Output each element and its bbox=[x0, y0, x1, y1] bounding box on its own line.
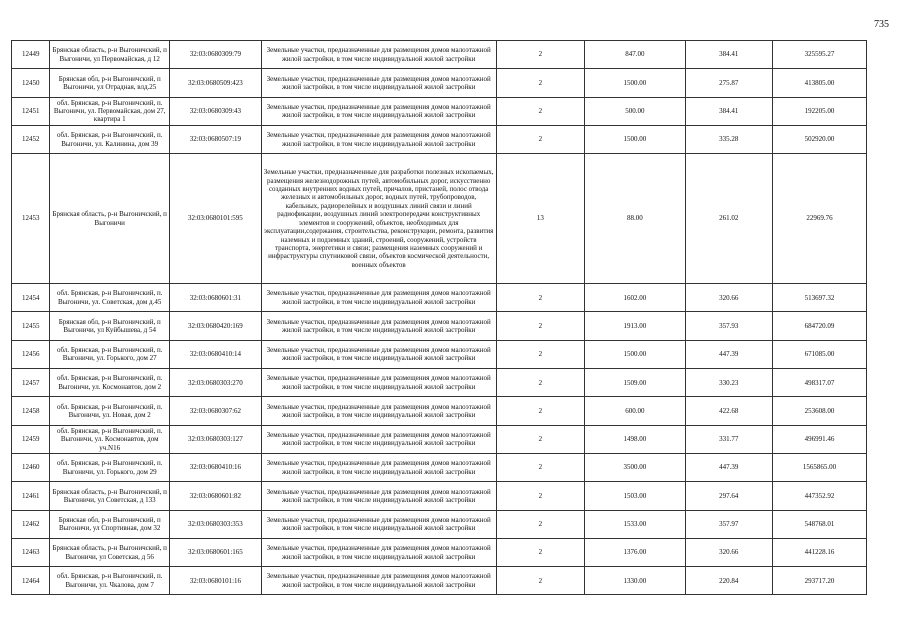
area-cell: 847.00 bbox=[585, 41, 685, 69]
specific-value-cell: 447.39 bbox=[685, 340, 773, 368]
row-id: 12449 bbox=[12, 41, 50, 69]
cadastral-value-cell: 447352.92 bbox=[773, 482, 867, 510]
table-row bbox=[12, 397, 867, 425]
cadastral-value-cell: 293717.20 bbox=[773, 567, 867, 595]
land-use-cell: Земельные участки, предназначенные для размещения домов малоэтажной жилой застройки, в том числе индивидуальной жилой застройки bbox=[261, 312, 496, 340]
address-cell: обл. Брянская, р-н Выгоничский, п. Выгоничи, ул. Советская, дом д.45 bbox=[50, 284, 170, 312]
cadastral-number-cell: 32:03:0680601:31 bbox=[169, 284, 261, 312]
group-code-cell: 2 bbox=[496, 567, 585, 595]
cadastral-number-cell: 32:03:0680303:353 bbox=[169, 510, 261, 538]
cadastral-number-cell: 32:03:0680101:595 bbox=[169, 154, 261, 284]
table-row bbox=[12, 538, 867, 566]
land-use-cell: Земельные участки, предназначенные для размещения домов малоэтажной жилой застройки, в том числе индивидуальной жилой застройки bbox=[261, 125, 496, 153]
area-cell: 600.00 bbox=[585, 397, 685, 425]
row-id: 12453 bbox=[12, 154, 50, 284]
land-use-cell: Земельные участки, предназначенные для размещения домов малоэтажной жилой застройки, в том числе индивидуальной жилой застройки bbox=[261, 69, 496, 97]
group-code-cell: 2 bbox=[496, 41, 585, 69]
cadastral-value-cell: 1565865.00 bbox=[773, 453, 867, 481]
group-code-cell: 2 bbox=[496, 340, 585, 368]
land-use-cell: Земельные участки, предназначенные для разработки полезных ископаемых, размещения железнодорожных путей, автомобильных дорог, искусственно созданных внутренних водных путей, причалов, пристаней, полос отвода железных и автомобильных дорог, водных путей, трубопроводов, кабельных, радиорелейных и воздушных линий связи и линий радиофикации, воздушных линий электропередачи конструктивных элементов и сооружений, объектов, необходимых для эксплуатации,содержания, строительства, реконструкции, ремонта, развития наземных и подземных зданий, строений, сооружений, устройств транспорта, энергетики и связи; размещения наземных сооружений и инфраструктуры спутниковой связи, объектов космической деятельности, военных объектов bbox=[261, 154, 496, 284]
table-row bbox=[12, 340, 867, 368]
address-cell: Брянская область, р-н Выгоничский, п Выгоничи bbox=[50, 154, 170, 284]
cadastral-value-cell: 192205.00 bbox=[773, 97, 867, 125]
area-cell: 1500.00 bbox=[585, 340, 685, 368]
table-row bbox=[12, 312, 867, 340]
area-cell: 1533.00 bbox=[585, 510, 685, 538]
specific-value-cell: 384.41 bbox=[685, 41, 773, 69]
table-row bbox=[12, 97, 867, 125]
table-row bbox=[12, 154, 867, 284]
group-code-cell: 13 bbox=[496, 154, 585, 284]
land-use-cell: Земельные участки, предназначенные для размещения домов малоэтажной жилой застройки, в том числе индивидуальной жилой застройки bbox=[261, 97, 496, 125]
area-cell: 3500.00 bbox=[585, 453, 685, 481]
group-code-cell: 2 bbox=[496, 369, 585, 397]
cadastral-value-cell: 22969.76 bbox=[773, 154, 867, 284]
cadastral-number-cell: 32:03:0680420:169 bbox=[169, 312, 261, 340]
specific-value-cell: 447.39 bbox=[685, 453, 773, 481]
registry-rows bbox=[12, 41, 867, 595]
cadastral-number-cell: 32:03:0680601:82 bbox=[169, 482, 261, 510]
table-row bbox=[12, 425, 867, 453]
specific-value-cell: 320.66 bbox=[685, 284, 773, 312]
land-use-cell: Земельные участки, предназначенные для размещения домов малоэтажной жилой застройки, в том числе индивидуальной жилой застройки bbox=[261, 284, 496, 312]
area-cell: 1500.00 bbox=[585, 125, 685, 153]
row-id: 12461 bbox=[12, 482, 50, 510]
area-cell: 1913.00 bbox=[585, 312, 685, 340]
cadastral-value-cell: 513697.32 bbox=[773, 284, 867, 312]
group-code-cell: 2 bbox=[496, 312, 585, 340]
land-use-cell: Земельные участки, предназначенные для размещения домов малоэтажной жилой застройки, в том числе индивидуальной жилой застройки bbox=[261, 510, 496, 538]
address-cell: Брянская обл, р-н Выгоничский, п Выгоничи, ул Куйбышева, д 54 bbox=[50, 312, 170, 340]
address-cell: Брянская область, р-н Выгоничский, п Выгоничи, ул Первомайская, д 12 bbox=[50, 41, 170, 69]
area-cell: 1500.00 bbox=[585, 69, 685, 97]
area-cell: 1330.00 bbox=[585, 567, 685, 595]
cadastral-registry-table bbox=[11, 40, 867, 595]
cadastral-value-cell: 684720.09 bbox=[773, 312, 867, 340]
cadastral-number-cell: 32:03:0680509:423 bbox=[169, 69, 261, 97]
address-cell: обл. Брянская, р-н Выгоничский, п. Выгоничи, ул. Чкалова, дом 7 bbox=[50, 567, 170, 595]
address-cell: обл. Брянская, р-н Выгоничский, п. Выгоничи, ул. Горького, дом 29 bbox=[50, 453, 170, 481]
row-id: 12464 bbox=[12, 567, 50, 595]
land-use-cell: Земельные участки, предназначенные для размещения домов малоэтажной жилой застройки, в том числе индивидуальной жилой застройки bbox=[261, 425, 496, 453]
land-use-cell: Земельные участки, предназначенные для размещения домов малоэтажной жилой застройки, в том числе индивидуальной жилой застройки bbox=[261, 538, 496, 566]
specific-value-cell: 297.64 bbox=[685, 482, 773, 510]
specific-value-cell: 220.84 bbox=[685, 567, 773, 595]
cadastral-number-cell: 32:03:0680309:43 bbox=[169, 97, 261, 125]
table-row bbox=[12, 482, 867, 510]
table-row bbox=[12, 510, 867, 538]
address-cell: обл. Брянская, р-н Выгоничский, п. Выгоничи, ул. Первомайская, дом 27, квартира 1 bbox=[50, 97, 170, 125]
cadastral-value-cell: 671085.00 bbox=[773, 340, 867, 368]
land-use-cell: Земельные участки, предназначенные для размещения домов малоэтажной жилой застройки, в том числе индивидуальной жилой застройки bbox=[261, 567, 496, 595]
table-row bbox=[12, 284, 867, 312]
cadastral-value-cell: 502920.00 bbox=[773, 125, 867, 153]
area-cell: 1602.00 bbox=[585, 284, 685, 312]
group-code-cell: 2 bbox=[496, 453, 585, 481]
table-row bbox=[12, 453, 867, 481]
cadastral-value-cell: 548768.01 bbox=[773, 510, 867, 538]
group-code-cell: 2 bbox=[496, 397, 585, 425]
cadastral-value-cell: 413805.00 bbox=[773, 69, 867, 97]
address-cell: Брянская область, р-н Выгоничский, п Выгоничи, ул Советская, д 133 bbox=[50, 482, 170, 510]
area-cell: 1376.00 bbox=[585, 538, 685, 566]
cadastral-value-cell: 496991.46 bbox=[773, 425, 867, 453]
land-use-cell: Земельные участки, предназначенные для размещения домов малоэтажной жилой застройки, в том числе индивидуальной жилой застройки bbox=[261, 340, 496, 368]
area-cell: 1509.00 bbox=[585, 369, 685, 397]
land-use-cell: Земельные участки, предназначенные для размещения домов малоэтажной жилой застройки, в том числе индивидуальной жилой застройки bbox=[261, 482, 496, 510]
specific-value-cell: 275.87 bbox=[685, 69, 773, 97]
land-use-cell: Земельные участки, предназначенные для размещения домов малоэтажной жилой застройки, в том числе индивидуальной жилой застройки bbox=[261, 397, 496, 425]
group-code-cell: 2 bbox=[496, 69, 585, 97]
cadastral-value-cell: 253608.00 bbox=[773, 397, 867, 425]
land-use-cell: Земельные участки, предназначенные для размещения домов малоэтажной жилой застройки, в том числе индивидуальной жилой застройки bbox=[261, 41, 496, 69]
row-id: 12456 bbox=[12, 340, 50, 368]
specific-value-cell: 357.93 bbox=[685, 312, 773, 340]
table-row bbox=[12, 567, 867, 595]
cadastral-number-cell: 32:03:0680101:16 bbox=[169, 567, 261, 595]
specific-value-cell: 261.02 bbox=[685, 154, 773, 284]
cadastral-number-cell: 32:03:0680601:165 bbox=[169, 538, 261, 566]
address-cell: обл. Брянская, р-н Выгоничский, п. Выгоничи, ул. Космонавтов, дом 2 bbox=[50, 369, 170, 397]
specific-value-cell: 384.41 bbox=[685, 97, 773, 125]
area-cell: 1503.00 bbox=[585, 482, 685, 510]
row-id: 12450 bbox=[12, 69, 50, 97]
specific-value-cell: 320.66 bbox=[685, 538, 773, 566]
land-use-cell: Земельные участки, предназначенные для размещения домов малоэтажной жилой застройки, в том числе индивидуальной жилой застройки bbox=[261, 369, 496, 397]
cadastral-value-cell: 498317.07 bbox=[773, 369, 867, 397]
area-cell: 500.00 bbox=[585, 97, 685, 125]
group-code-cell: 2 bbox=[496, 284, 585, 312]
row-id: 12451 bbox=[12, 97, 50, 125]
group-code-cell: 2 bbox=[496, 482, 585, 510]
row-id: 12457 bbox=[12, 369, 50, 397]
cadastral-number-cell: 32:03:0680303:127 bbox=[169, 425, 261, 453]
cadastral-number-cell: 32:03:0680507:19 bbox=[169, 125, 261, 153]
address-cell: Брянская обл, р-н Выгоничский, п Выгоничи, ул Отрадная, влд.25 bbox=[50, 69, 170, 97]
specific-value-cell: 357.97 bbox=[685, 510, 773, 538]
row-id: 12462 bbox=[12, 510, 50, 538]
group-code-cell: 2 bbox=[496, 538, 585, 566]
area-cell: 88.00 bbox=[585, 154, 685, 284]
specific-value-cell: 422.68 bbox=[685, 397, 773, 425]
address-cell: обл. Брянская, р-н Выгоничский, п. Выгоничи, ул. Космонавтов, дом уч.N16 bbox=[50, 425, 170, 453]
row-id: 12454 bbox=[12, 284, 50, 312]
address-cell: Брянская обл, р-н Выгоничский, п Выгоничи, ул Спортивная, дом 32 bbox=[50, 510, 170, 538]
row-id: 12463 bbox=[12, 538, 50, 566]
land-use-cell: Земельные участки, предназначенные для размещения домов малоэтажной жилой застройки, в том числе индивидуальной жилой застройки bbox=[261, 453, 496, 481]
table-row bbox=[12, 369, 867, 397]
row-id: 12458 bbox=[12, 397, 50, 425]
cadastral-number-cell: 32:03:0680410:14 bbox=[169, 340, 261, 368]
cadastral-value-cell: 325595.27 bbox=[773, 41, 867, 69]
specific-value-cell: 335.28 bbox=[685, 125, 773, 153]
row-id: 12459 bbox=[12, 425, 50, 453]
cadastral-number-cell: 32:03:0680307:62 bbox=[169, 397, 261, 425]
row-id: 12455 bbox=[12, 312, 50, 340]
area-cell: 1498.00 bbox=[585, 425, 685, 453]
address-cell: Брянская область, р-н Выгоничский, п Выгоничи, ул Советская, д 56 bbox=[50, 538, 170, 566]
page-number: 735 bbox=[874, 19, 889, 30]
cadastral-number-cell: 32:03:0680303:270 bbox=[169, 369, 261, 397]
table-row bbox=[12, 125, 867, 153]
group-code-cell: 2 bbox=[496, 97, 585, 125]
specific-value-cell: 331.77 bbox=[685, 425, 773, 453]
cadastral-value-cell: 441228.16 bbox=[773, 538, 867, 566]
group-code-cell: 2 bbox=[496, 510, 585, 538]
group-code-cell: 2 bbox=[496, 425, 585, 453]
specific-value-cell: 330.23 bbox=[685, 369, 773, 397]
address-cell: обл. Брянская, р-н Выгоничский, п. Выгоничи, ул. Калинина, дом 39 bbox=[50, 125, 170, 153]
cadastral-number-cell: 32:03:0680309:79 bbox=[169, 41, 261, 69]
row-id: 12460 bbox=[12, 453, 50, 481]
table-row bbox=[12, 69, 867, 97]
table-row bbox=[12, 41, 867, 69]
group-code-cell: 2 bbox=[496, 125, 585, 153]
cadastral-number-cell: 32:03:0680410:16 bbox=[169, 453, 261, 481]
address-cell: обл. Брянская, р-н Выгоничский, п. Выгоничи, ул. Горького, дом 27 bbox=[50, 340, 170, 368]
address-cell: обл. Брянская, р-н Выгоничский, п. Выгоничи, ул. Новая, дом 2 bbox=[50, 397, 170, 425]
row-id: 12452 bbox=[12, 125, 50, 153]
